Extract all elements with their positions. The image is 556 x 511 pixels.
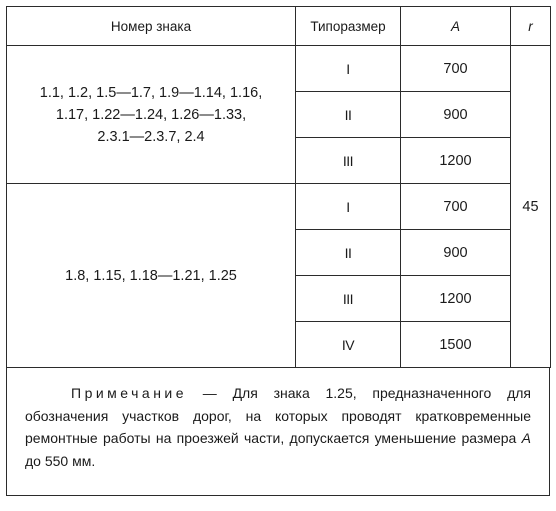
size-type-cell: I (296, 46, 401, 92)
size-type-cell: IV (296, 322, 401, 368)
size-type-cell: I (296, 184, 401, 230)
a-value-cell: 1200 (401, 138, 511, 184)
header-size-type: Типоразмер (296, 7, 401, 46)
note-text: Для знака 1.25, предназначенного для обозначения участков дорог, на которых проводят кратковременные ремонтные работы на проезжей части, допускается уменьшение размера (25, 385, 531, 446)
header-a: A (401, 7, 511, 46)
note-dash: — (187, 385, 233, 401)
sign-size-table (6, 6, 551, 368)
size-type-cell: III (296, 276, 401, 322)
note-a-symbol: A (521, 430, 531, 446)
table-row (7, 184, 551, 230)
size-type-cell: II (296, 92, 401, 138)
header-sign-number: Номер знака (7, 7, 296, 46)
a-value-cell: 700 (401, 184, 511, 230)
signs-line: 1.17, 1.22—1.24, 1.26—1.33, (55, 106, 247, 123)
size-type-cell: II (296, 230, 401, 276)
table-row (7, 46, 551, 92)
table-note (6, 368, 550, 496)
signs-group-2: 1.8, 1.15, 1.18—1.21, 1.25 (7, 184, 296, 368)
a-value-cell: 900 (401, 230, 511, 276)
size-type-cell: III (296, 138, 401, 184)
note-text-end: до 550 мм. (25, 452, 96, 469)
a-value-cell: 1200 (401, 276, 511, 322)
header-row (7, 7, 551, 46)
signs-line: 1.1, 1.2, 1.5—1.7, 1.9—1.14, 1.16, (39, 84, 263, 101)
r-value-cell: 45 (511, 46, 551, 368)
signs-group-1 (7, 46, 296, 184)
standard-table-frame (6, 6, 550, 503)
a-value-cell: 700 (401, 46, 511, 92)
a-value-cell: 1500 (401, 322, 511, 368)
a-value-cell: 900 (401, 92, 511, 138)
signs-line: 2.3.1—2.3.7, 2.4 (97, 128, 205, 145)
header-r: r (511, 7, 551, 46)
note-label: Примечание (71, 385, 188, 401)
